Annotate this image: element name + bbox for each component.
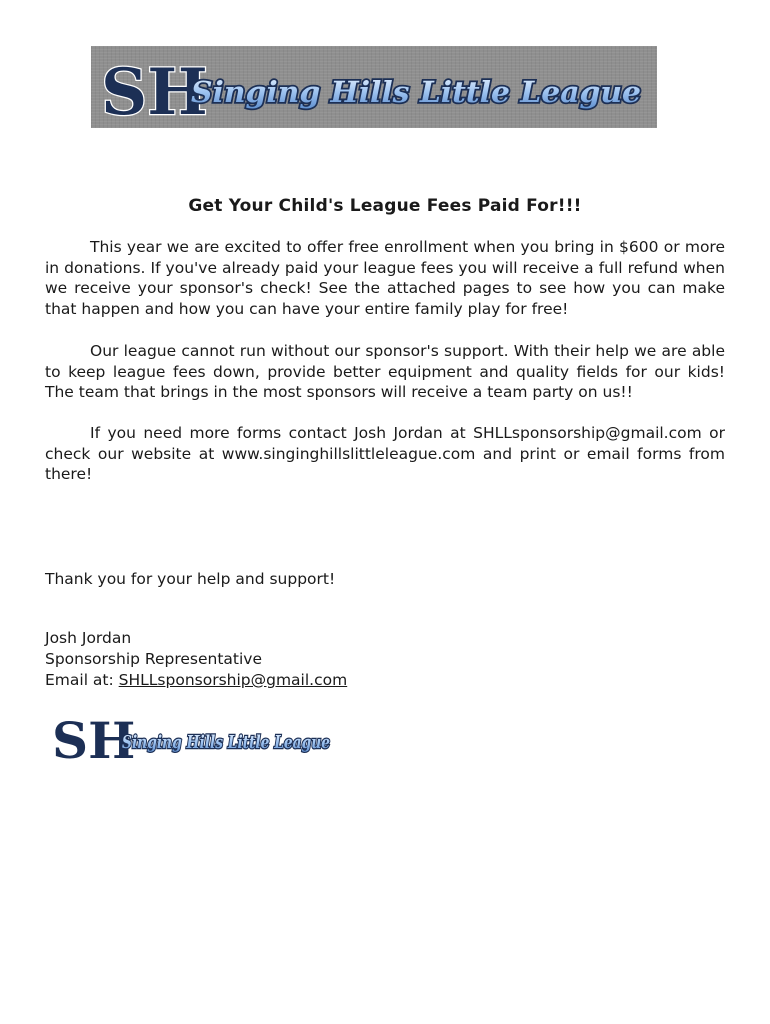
footer-logo xyxy=(50,706,335,768)
paragraph-more-forms xyxy=(45,423,725,485)
logo-league-name-small: Singing Hills Little League xyxy=(122,732,330,753)
logo-league-name: Singing Hills Little League xyxy=(191,75,641,109)
paragraph-text: This year we are excited to offer free enrollment when you bring in $600 or more in donations. If you've already paid your league fees you will receive a full refund when we receive your sponsor's check! See the attached pages to see how you can make that happen and how you can have your entire family play for free! xyxy=(45,238,725,318)
league-logo-graphic-small xyxy=(50,706,335,768)
paragraph-enrollment-offer xyxy=(45,237,725,319)
paragraph-text: or check our website at www.singinghillslittleleague.com and print or email forms from there! xyxy=(45,424,725,484)
paragraph-text: If you need more forms contact Josh Jordan at xyxy=(90,424,474,442)
contact-email: SHLLsponsorship@gmail.com xyxy=(473,424,702,442)
paragraph-sponsor-support xyxy=(45,341,725,403)
letter-title: Get Your Child's League Fees Paid For!!! xyxy=(188,196,582,216)
thank-you-line: Thank you for your help and support! xyxy=(45,570,336,588)
header-logo-banner xyxy=(91,46,657,128)
logo-monogram-small: SH xyxy=(52,711,136,770)
logo-monogram: SH xyxy=(101,55,208,130)
signature-title: Sponsorship Representative xyxy=(45,650,263,668)
email-link[interactable]: SHLLsponsorship@gmail.com xyxy=(118,671,348,689)
signature-name: Josh Jordan xyxy=(45,629,132,647)
paragraph-text: Our league cannot run without our sponsor's support. With their help we are able to keep league fees down, provide better equipment and quality fields for our kids! The team that brings in the most sponsors will receive a team party on us!! xyxy=(45,342,725,402)
signature-email-line xyxy=(45,670,347,691)
league-logo-graphic xyxy=(91,46,657,128)
email-label: Email at: xyxy=(45,671,119,689)
